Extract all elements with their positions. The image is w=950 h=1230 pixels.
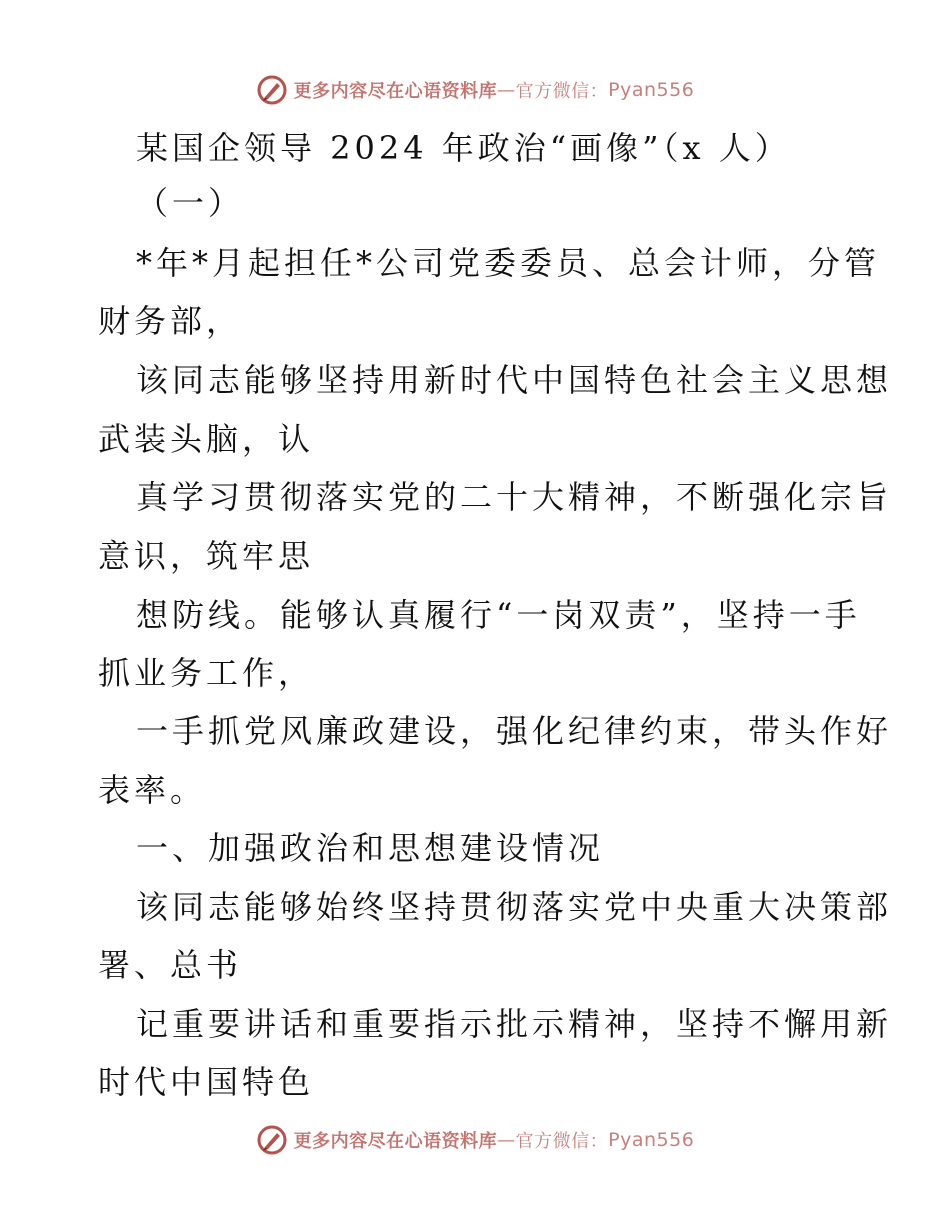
pen-logo-icon — [256, 74, 288, 106]
paragraph-line: *年*月起担任*公司党委委员、总会计师，分管 — [136, 244, 881, 282]
watermark-separator: — — [497, 1129, 516, 1151]
section-heading: 一、加强政治和思想建设情况 — [136, 829, 605, 867]
header-watermark — [0, 70, 950, 110]
footer-watermark — [0, 1120, 950, 1160]
paragraph-line: 该同志能够坚持用新时代中国特色社会主义思想 — [136, 361, 893, 399]
watermark-main-text: 更多内容尽在心语资料库 — [293, 81, 498, 102]
watermark-main-text: 更多内容尽在心语资料库 — [293, 1131, 498, 1152]
paragraph-line: 表率。 — [98, 771, 207, 809]
watermark-separator: — — [497, 79, 516, 101]
paragraph-line: 记重要讲话和重要指示批示精神，坚持不懈用新 — [136, 1005, 893, 1043]
paragraph-line: 意识，筑牢思 — [98, 537, 315, 575]
watermark-wechat-id: Pyan556 — [608, 79, 695, 101]
paragraph-line: 时代中国特色 — [98, 1063, 315, 1101]
watermark-label: 官方微信： — [515, 1131, 609, 1152]
section-number: （一） — [136, 184, 245, 222]
paragraph-line: 一手抓党风廉政建设，强化纪律约束，带头作好 — [136, 712, 893, 750]
watermark-label: 官方微信： — [515, 81, 609, 102]
paragraph-line: 财务部， — [98, 302, 243, 340]
paragraph-line: 抓业务工作， — [98, 654, 315, 692]
paragraph-line: 武装头脑，认 — [98, 420, 315, 458]
pen-logo-icon — [256, 1124, 288, 1156]
paragraph-line: 想防线。能够认真履行“一岗双责”，坚持一手 — [136, 596, 861, 634]
document-title: 某国企领导 2024 年政治“画像”（x 人） — [136, 129, 791, 167]
paragraph-line: 署、总书 — [98, 946, 243, 984]
paragraph-line: 真学习贯彻落实党的二十大精神，不断强化宗旨 — [136, 478, 893, 516]
watermark-wechat-id: Pyan556 — [608, 1129, 695, 1151]
paragraph-line: 该同志能够始终坚持贯彻落实党中央重大决策部 — [136, 888, 893, 926]
